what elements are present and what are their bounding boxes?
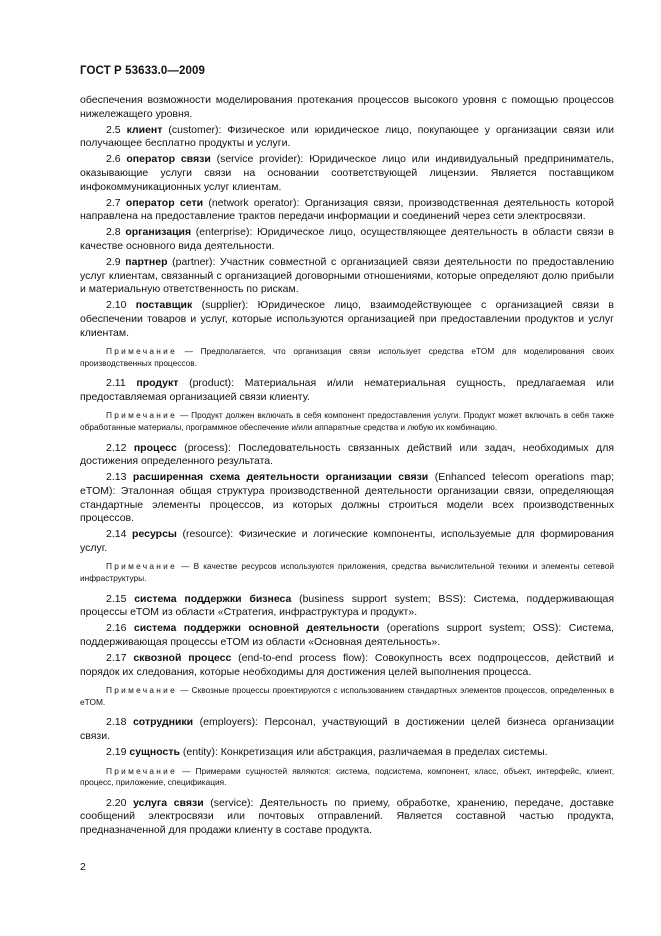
definition-paragraph bbox=[80, 299, 614, 340]
definition-paragraph bbox=[80, 716, 614, 743]
definition-number: 2.10 bbox=[106, 299, 127, 312]
definition-paragraph bbox=[80, 797, 614, 838]
note-text: — Предполагается, что организация связи использует средства eTOM для моделирования своих производственных процессов. bbox=[80, 346, 614, 368]
note-paragraph bbox=[80, 685, 614, 708]
note-paragraph bbox=[80, 410, 614, 433]
document-body bbox=[80, 94, 614, 840]
definition-term: сущность bbox=[129, 746, 180, 759]
definition-text: (service provider): Юридическое лицо или индивидуальный предприниматель, оказывающие услуги связи на основании соответствующей лицензии. Является поставщиком инфокоммуникационных услуг клиентам. bbox=[80, 153, 615, 193]
definition-paragraph bbox=[80, 124, 614, 151]
definition-text: (Enhanced telecom operations map; eTOM): Эталонная общая структура производственной деятельности организации связи, определяющая стандартные элементы процессов, из которых должны строиться модели всех производственных процессов. bbox=[80, 471, 614, 525]
note-label: Примечание bbox=[106, 561, 178, 572]
definition-text: (service): Деятельность по приему, обработке, хранению, передаче, доставке сообщений электросвязи или почтовых отправлений. Является составной частью продукта, предназначенной для продажи клиенту в составе продукта. bbox=[80, 796, 614, 836]
definition-term: процесс bbox=[133, 441, 177, 454]
definition-text: (process): Последовательность связанных действий или задач, необходимых для достижения определенного результата. bbox=[80, 441, 615, 468]
definition-number: 2.16 bbox=[106, 622, 127, 635]
note-label: Примечание bbox=[106, 685, 178, 696]
definition-paragraph bbox=[80, 528, 614, 555]
definition-number: 2.17 bbox=[106, 651, 127, 664]
definition-number: 2.12 bbox=[106, 441, 127, 454]
definition-number: 2.15 bbox=[106, 592, 127, 605]
definition-number: 2.19 bbox=[106, 746, 127, 759]
note-text: — Продукт должен включать в себя компонент предоставления услуги. Продукт может включать в себя также обработанные материалы, программное обеспечение и/или аппаратные средства и любую их комбинацию. bbox=[80, 410, 614, 433]
definition-number: 2.18 bbox=[106, 716, 127, 729]
definition-number: 2.13 bbox=[106, 471, 127, 484]
definition-text: (supplier): Юридическое лицо, взаимодействующее с организацией связи в обеспечении товаров и услуг, которые используются организацией при предоставлении продуктов и услуг клиентам. bbox=[80, 299, 614, 339]
definition-term: клиент bbox=[126, 123, 163, 136]
page-number: 2 bbox=[80, 861, 86, 873]
definition-paragraph bbox=[80, 377, 614, 404]
definition-text: (network operator): Организация связи, производственная деятельность которой направлена на предоставление трактов передачи информации и соединений через сети электросвязи. bbox=[80, 196, 614, 223]
definition-term: услуга связи bbox=[133, 796, 204, 809]
definition-term: поставщик bbox=[135, 299, 193, 312]
note-text: — Сквозные процессы проектируются с использованием стандартных элементов процессов, определенных в eTOM. bbox=[80, 685, 614, 707]
definition-text: (employers): Персонал, участвующий в достижении целей бизнеса организации связи. bbox=[80, 716, 614, 742]
definition-text: (resource): Физические и логические компоненты, используемые для формирования услуг. bbox=[80, 528, 614, 554]
definition-number: 2.7 bbox=[106, 196, 121, 209]
definition-number: 2.5 bbox=[106, 123, 121, 136]
definition-text: (entity): Конкретизация или абстракция, различаемая в пределах системы. bbox=[179, 746, 548, 759]
definition-number: 2.6 bbox=[106, 153, 121, 166]
paragraph-text: обеспечения возможности моделирования протекания процессов высокого уровня с помощью процессов нижележащего уровня. bbox=[80, 94, 614, 120]
definition-paragraph bbox=[80, 652, 614, 679]
definition-term: организация bbox=[125, 226, 192, 239]
definition-number: 2.9 bbox=[106, 256, 121, 269]
document-header: ГОСТ Р 53633.0—2009 bbox=[80, 65, 205, 77]
note-label: Примечание bbox=[106, 765, 178, 776]
definition-paragraph bbox=[80, 746, 614, 760]
definition-number: 2.11 bbox=[106, 377, 126, 390]
definition-text: (business support system; BSS): Система, поддерживающая процессы eTOM из области «Стратегия, инфраструктура и продукт». bbox=[80, 592, 614, 619]
definition-paragraph bbox=[80, 256, 614, 297]
definition-text: (operations support system; OSS): Система, поддерживающая процессы eTOM из области «Основная деятельность». bbox=[80, 622, 614, 648]
definition-term: система поддержки основной деятельности bbox=[133, 622, 380, 635]
definition-term: партнер bbox=[125, 256, 168, 269]
definition-paragraph bbox=[80, 593, 614, 620]
definition-text: (product): Материальная и/или нематериальная сущность, предлагаемая или предоставляемая организацией связи клиенту. bbox=[80, 377, 614, 403]
definition-number: 2.8 bbox=[106, 226, 121, 239]
definition-term: сквозной процесс bbox=[133, 651, 232, 664]
definition-paragraph bbox=[80, 197, 614, 224]
definition-term: ресурсы bbox=[132, 528, 177, 541]
definition-text: (partner): Участник совместной с организацией связи деятельности по предоставлению услуг клиентам, связанный с организацией договорными отношениями, которые определяют долю прибыли и материальную ответственность по рискам. bbox=[80, 256, 614, 296]
note-label: Примечание bbox=[106, 410, 178, 421]
definition-number: 2.20 bbox=[106, 796, 127, 809]
definition-term: оператор сети bbox=[125, 196, 204, 209]
definition-text: (customer): Физическое или юридическое лицо, покупающее у организации связи или получающее бесплатно продукты и услуги. bbox=[80, 123, 615, 150]
note-paragraph bbox=[80, 346, 614, 369]
definition-term: оператор связи bbox=[126, 153, 211, 166]
note-text: — В качестве ресурсов используются приложения, средства вычислительной техники и элементы сетевой инфраструктуры. bbox=[80, 561, 614, 583]
definition-paragraph bbox=[80, 622, 614, 649]
paragraph bbox=[80, 94, 614, 121]
definition-term: система поддержки бизнеса bbox=[134, 592, 292, 605]
definition-text: (enterprise): Юридическое лицо, осуществляющее деятельность в области связи в качестве основного вида деятельности. bbox=[80, 226, 614, 252]
definition-paragraph bbox=[80, 226, 614, 253]
note-text: — Примерами сущностей являются: система, подсистема, компонент, класс, объект, интерфейс, клиент, процесс, приложение, спецификация. bbox=[80, 765, 614, 788]
definition-term: продукт bbox=[136, 377, 179, 390]
note-paragraph bbox=[80, 561, 614, 584]
note-label: Примечание bbox=[106, 346, 178, 357]
definition-term: расширенная схема деятельности организации связи bbox=[132, 471, 429, 484]
definition-paragraph bbox=[80, 471, 614, 525]
definition-paragraph bbox=[80, 153, 614, 194]
definition-number: 2.14 bbox=[106, 528, 127, 541]
note-paragraph bbox=[80, 766, 614, 789]
definition-paragraph bbox=[80, 442, 614, 469]
definition-term: сотрудники bbox=[132, 716, 194, 729]
definition-text: (end-to-end process flow): Совокупность всех подпроцессов, действий и порядок их следования, которые необходимы для достижения целей выполнения процесса. bbox=[80, 651, 615, 678]
